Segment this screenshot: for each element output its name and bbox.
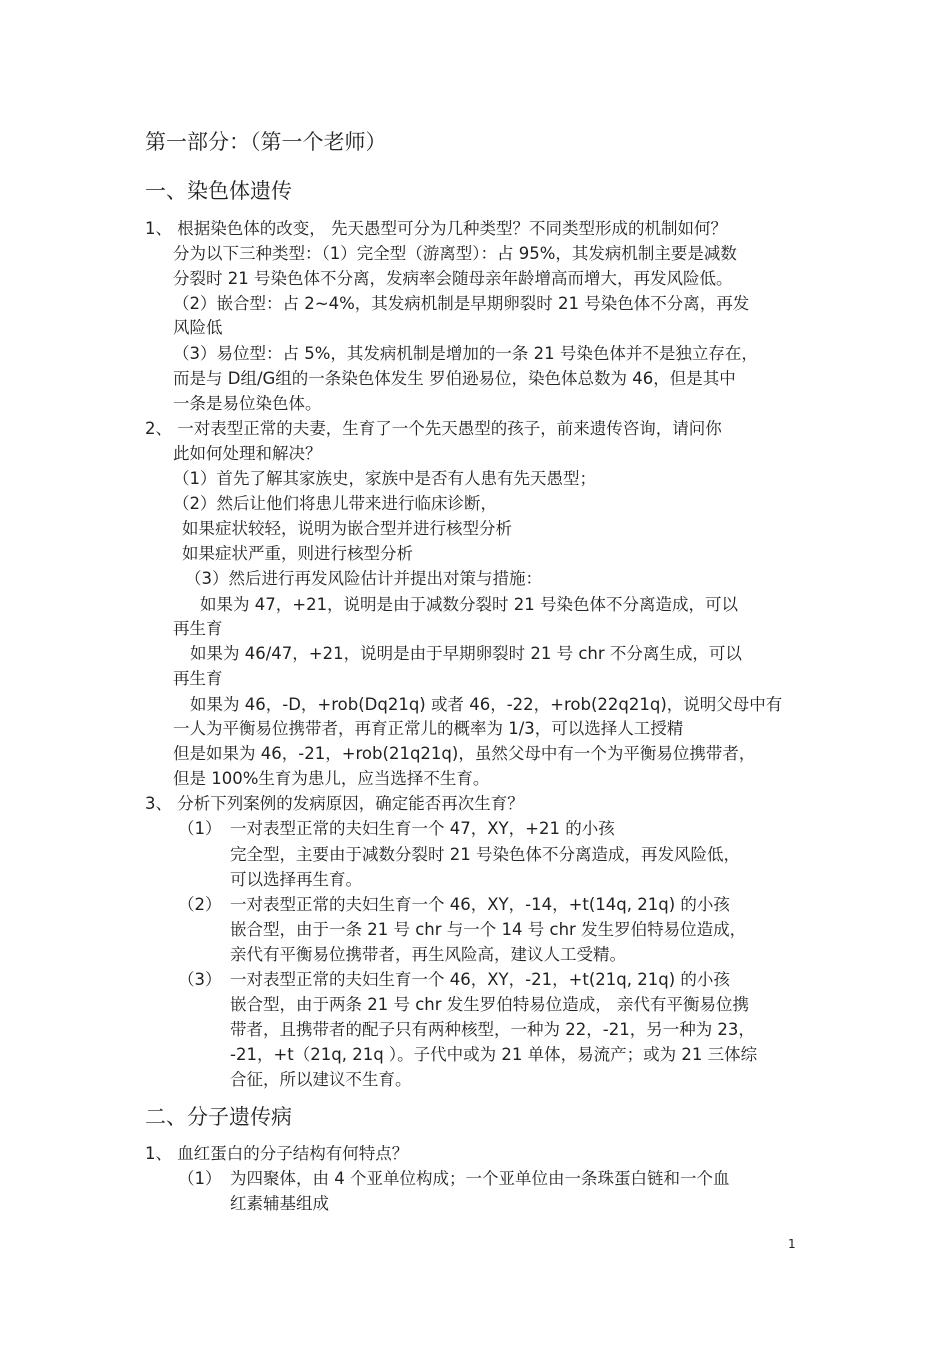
case-line: 带者，且携带者的配子只有两种核型，一种为 22，-21，另一种为 23，: [230, 1020, 755, 1039]
answer-line: 分裂时 21 号染色体不分离，发病率会随母亲年龄增高而增大，再发风险低。: [173, 269, 733, 288]
answer-line: 如果症状较轻，说明为嵌合型并进行核型分析: [182, 519, 512, 538]
case-title: 一对表型正常的夫妇生育一个 46，XY，-21，+t(21q, 21q) 的小孩: [230, 970, 730, 989]
answer-line: （3）然后进行再发风险估计并提出对策与措施：: [185, 569, 542, 588]
case-number: （3）: [178, 970, 222, 989]
answer-line: 一人为平衡易位携带者，再育正常儿的概率为 1/3，可以选择人工授精: [173, 719, 684, 738]
answer-line: 但是如果为 46，-21，+rob(21q21q)，虽然父母中有一个为平衡易位携带者，: [173, 744, 756, 763]
answer-line: 分为以下三种类型：（1）完全型（游离型）：占 95%，其发病机制主要是减数: [173, 244, 737, 263]
answer-line: （1）首先了解其家族史，家族中是否有人患有先天愚型；: [173, 469, 596, 488]
question-2: 2、 一对表型正常的夫妻，生育了一个先天愚型的孩子，前来遗传咨询，请问你: [145, 419, 722, 438]
answer-line: 一条是易位染色体。: [173, 394, 322, 413]
case-title: 一对表型正常的夫妇生育一个 47，XY，+21 的小孩: [230, 819, 615, 838]
answer-line: 如果为 47，+21，说明是由于减数分裂时 21 号染色体不分离造成，可以: [200, 595, 739, 614]
answer-line: 而是与 D组/G组的一条染色体发生 罗伯逊易位，染色体总数为 46，但是其中: [173, 369, 736, 388]
answer-line: （2）嵌合型：占 2~4%，其发病机制是早期卵裂时 21 号染色体不分离，再发: [173, 294, 750, 313]
answer-line: 但是 100%生育为患儿，应当选择不生育。: [173, 769, 490, 788]
answer-line: 如果为 46，-D，+rob(Dq21q) 或者 46，-22，+rob(22q21q)，说明父母中有: [190, 695, 783, 714]
case-line: -21，+t（21q, 21q ）。子代中或为 21 单体，易流产；或为 21 三体综: [230, 1045, 758, 1064]
answer-line: 再生育: [173, 669, 223, 688]
answer-line: 如果为 46/47，+21，说明是由于早期卵裂时 21 号 chr 不分离生成，可以: [190, 644, 742, 663]
case-title: 一对表型正常的夫妇生育一个 46，XY，-14，+t(14q, 21q) 的小孩: [230, 895, 730, 914]
case-line: 可以选择再生育。: [230, 870, 362, 889]
case-line: 嵌合型，由于一条 21 号 chr 与一个 14 号 chr 发生罗伯特易位造成，: [230, 920, 747, 939]
case-line: 完全型，主要由于减数分裂时 21 号染色体不分离造成，再发风险低，: [230, 845, 740, 864]
case-number: （1）: [178, 1169, 222, 1188]
case-number: （2）: [178, 895, 222, 914]
case-line: 为四聚体，由 4 个亚单位构成；一个亚单位由一条珠蛋白链和一个血: [230, 1169, 730, 1188]
part-title: 第一部分：（第一个老师）: [145, 130, 387, 154]
answer-line: （3）易位型：占 5%，其发病机制是增加的一条 21 号染色体并不是独立存在，: [173, 344, 758, 363]
question-2-cont: 此如何处理和解决？: [173, 444, 322, 463]
answer-line: 如果症状严重，则进行核型分析: [182, 544, 413, 563]
question-3: 3、 分析下列案例的发病原因，确定能否再次生育？: [145, 794, 524, 813]
question-1-hemoglobin: 1、 血红蛋白的分子结构有何特点？: [145, 1144, 409, 1163]
answer-line: 风险低: [173, 318, 223, 337]
case-line: 红素辅基组成: [230, 1194, 329, 1213]
question-1: 1、 根据染色体的改变， 先天愚型可分为几种类型？不同类型形成的机制如何？: [145, 219, 727, 238]
case-line: 嵌合型，由于两条 21 号 chr 发生罗伯特易位造成， 亲代有平衡易位携: [230, 995, 750, 1014]
page-number: 1: [788, 1237, 796, 1251]
answer-line: 再生育: [173, 619, 223, 638]
case-number: （1）: [178, 819, 222, 838]
case-line: 亲代有平衡易位携带者，再生风险高，建议人工受精。: [230, 945, 626, 964]
answer-line: （2）然后让他们将患儿带来进行临床诊断，: [173, 494, 497, 513]
case-line: 合征，所以建议不生育。: [230, 1070, 412, 1089]
section-heading-molecular: 二、分子遗传病: [145, 1105, 292, 1129]
section-heading-chromosome: 一、染色体遗传: [145, 179, 292, 203]
